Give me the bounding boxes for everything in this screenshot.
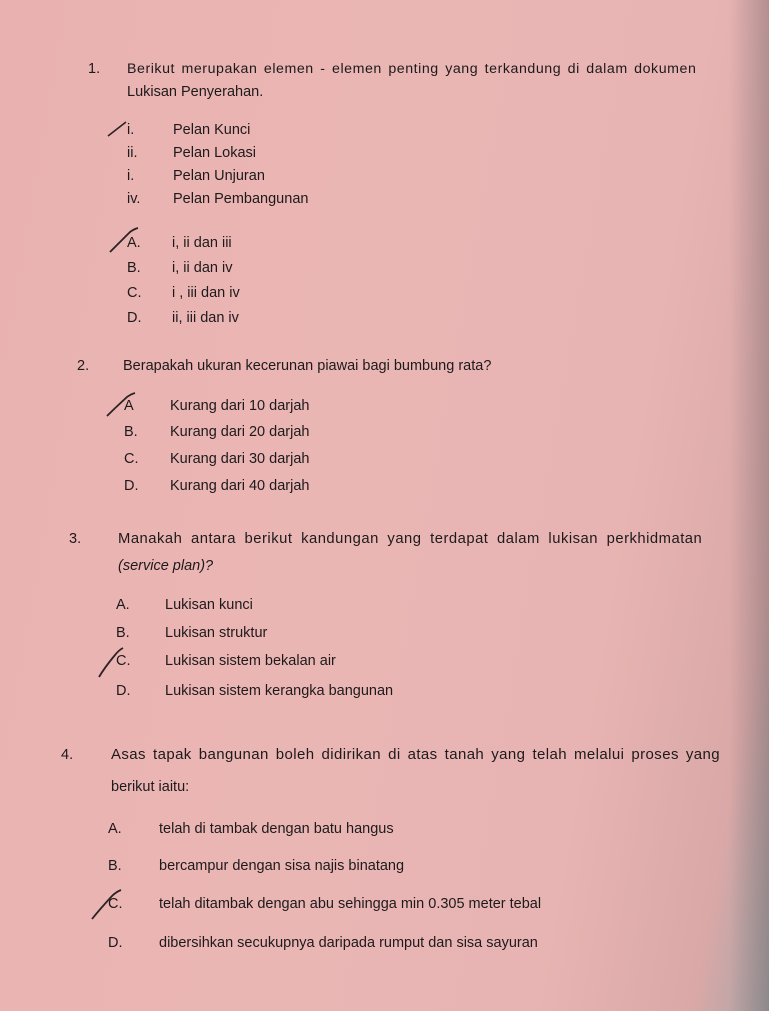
option-label: A. [127, 235, 141, 251]
option-label: A. [108, 821, 122, 837]
option-text: telah ditambak dengan abu sehingga min 0.305 meter tebal [159, 896, 542, 912]
question-number: 3. [69, 531, 82, 547]
pencil-check-mark [84, 887, 128, 923]
question-text: Berikut merupakan elemen - elemen penting yang terkandung di dalam dokumen [127, 61, 697, 77]
roman-item-label: ii. [127, 145, 138, 161]
roman-item-text: Pelan Unjuran [173, 168, 265, 184]
option-label: A [124, 398, 134, 414]
option-label: B. [116, 625, 130, 641]
option-text: telah di tambak dengan batu hangus [159, 821, 394, 837]
page-edge-shadow [729, 0, 769, 1011]
option-text: ii, iii dan iv [172, 310, 239, 326]
pencil-check-mark [91, 645, 131, 681]
question-text: Berapakah ukuran kecerunan piawai bagi bumbung rata? [123, 358, 492, 374]
question-text-continued: berikut iaitu: [111, 779, 190, 795]
roman-item-text: Pelan Pembangunan [173, 191, 309, 207]
option-label: C. [124, 451, 139, 467]
option-label: B. [127, 260, 141, 276]
option-text: Lukisan struktur [165, 625, 268, 641]
option-text: Kurang dari 30 darjah [170, 451, 310, 467]
option-text: i, ii dan iii [172, 235, 232, 251]
question-text-continued: (service plan)? [118, 558, 214, 574]
option-label: D. [127, 310, 142, 326]
option-label: C. [116, 653, 131, 669]
option-label: B. [108, 858, 122, 874]
option-label: C. [108, 896, 123, 912]
roman-item-label: iv. [127, 191, 141, 207]
option-text: Kurang dari 20 darjah [170, 424, 310, 440]
option-text: Lukisan kunci [165, 597, 253, 613]
question-text: Asas tapak bangunan boleh didirikan di atas tanah yang telah melalui proses yang [111, 746, 721, 763]
pencil-strike-mark [100, 116, 140, 144]
option-label: A. [116, 597, 130, 613]
roman-item-label: i. [127, 168, 135, 184]
question-text-continued: Lukisan Penyerahan. [127, 84, 264, 100]
option-text: Lukisan sistem bekalan air [165, 653, 336, 669]
option-label: D. [108, 935, 123, 951]
option-text: Kurang dari 40 darjah [170, 478, 310, 494]
option-label: C. [127, 285, 142, 301]
option-text: dibersihkan secukupnya daripada rumput dan sisa sayuran [159, 935, 538, 951]
roman-item-text: Pelan Lokasi [173, 145, 257, 161]
question-number: 1. [88, 61, 101, 77]
option-text: bercampur dengan sisa najis binatang [159, 858, 405, 874]
question-number: 4. [61, 747, 74, 763]
option-label: D. [116, 683, 131, 699]
option-text: Lukisan sistem kerangka bangunan [165, 683, 394, 699]
pencil-check-mark [104, 226, 144, 256]
option-text: i, ii dan iv [172, 260, 233, 276]
option-text: i , iii dan iv [172, 285, 240, 301]
question-number: 2. [77, 358, 90, 374]
option-label: D. [124, 478, 139, 494]
pencil-check-mark [101, 390, 141, 420]
roman-item-label: i. [127, 122, 135, 138]
question-text: Manakah antara berikut kandungan yang terdapat dalam lukisan perkhidmatan [118, 531, 703, 547]
roman-item-text: Pelan Kunci [173, 122, 251, 138]
option-label: B. [124, 424, 138, 440]
option-text: Kurang dari 10 darjah [170, 398, 310, 414]
